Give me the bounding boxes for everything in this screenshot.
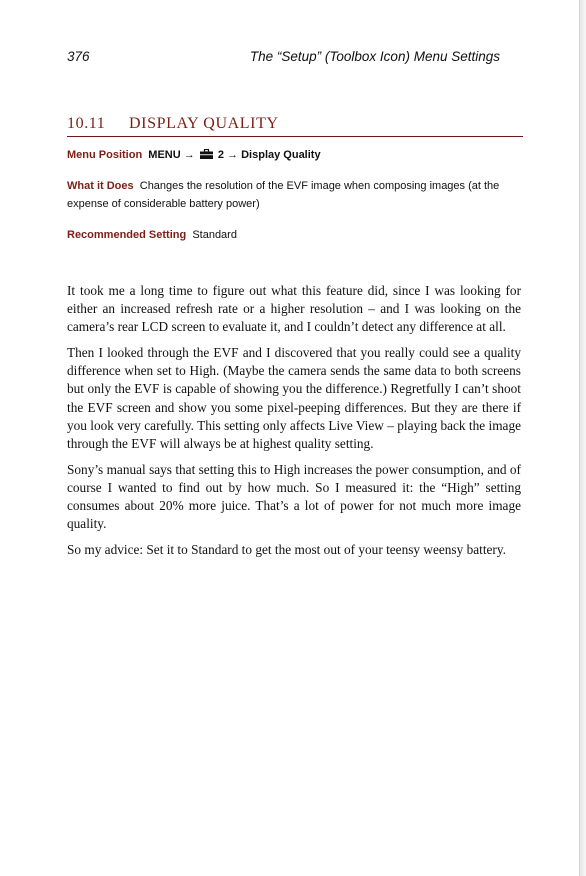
what-it-does-text: Changes the resolution of the EVF image when composing images (at the expense of considerable battery power) [67,180,500,210]
menu-path-end: 2 → Display Quality [217,149,321,161]
what-it-does [67,177,507,213]
toolbox-icon [200,147,213,157]
paragraph: Then I looked through the EVF and I discovered that you really could see a quality difference when set to High. (Maybe the camera sends the same data to both screens but only the EVF is capable of showing you the difference.) Regretfully I can’t shoot the EVF screen and show you some pixel-peeping differences. But they are there if you look very carefully. This setting only affects Live View – playing back the image through the EVF will always be at highest quality setting. [67,345,521,451]
what-it-does-label: What it Does [67,180,134,192]
menu-path-start: MENU → [148,149,195,161]
section-title: DISPLAY QUALITY [129,115,279,132]
page-number: 376 [67,49,90,64]
recommended-setting [67,226,507,244]
running-header [67,49,500,67]
paragraph: So my advice: Set it to Standard to get the most out of your teensy weensy battery. [67,542,506,558]
menu-position-label: Menu Position [67,149,143,161]
recommended-setting-label: Recommended Setting [67,229,187,241]
body-text [67,282,521,567]
recommended-setting-value: Standard [192,229,237,241]
paragraph: Sony’s manual says that setting this to High increases the power consumption, and of course I wanted to find out by how much. So I measured it: the “High” setting consumes about 20% more juice. That’s a lot of power for not much more image quality. [67,461,521,532]
section-heading [67,115,523,137]
menu-position [67,146,507,164]
chapter-title: The “Setup” (Toolbox Icon) Menu Settings [249,49,500,64]
paragraph: It took me a long time to figure out what this feature did, since I was looking for either an increased refresh rate or a higher resolution – and I was looking on the camera’s rear LCD screen to evaluate it, and I couldn’t detect any difference at all. [67,283,521,335]
page-edge [579,0,586,876]
section-number: 10.11 [67,115,106,132]
